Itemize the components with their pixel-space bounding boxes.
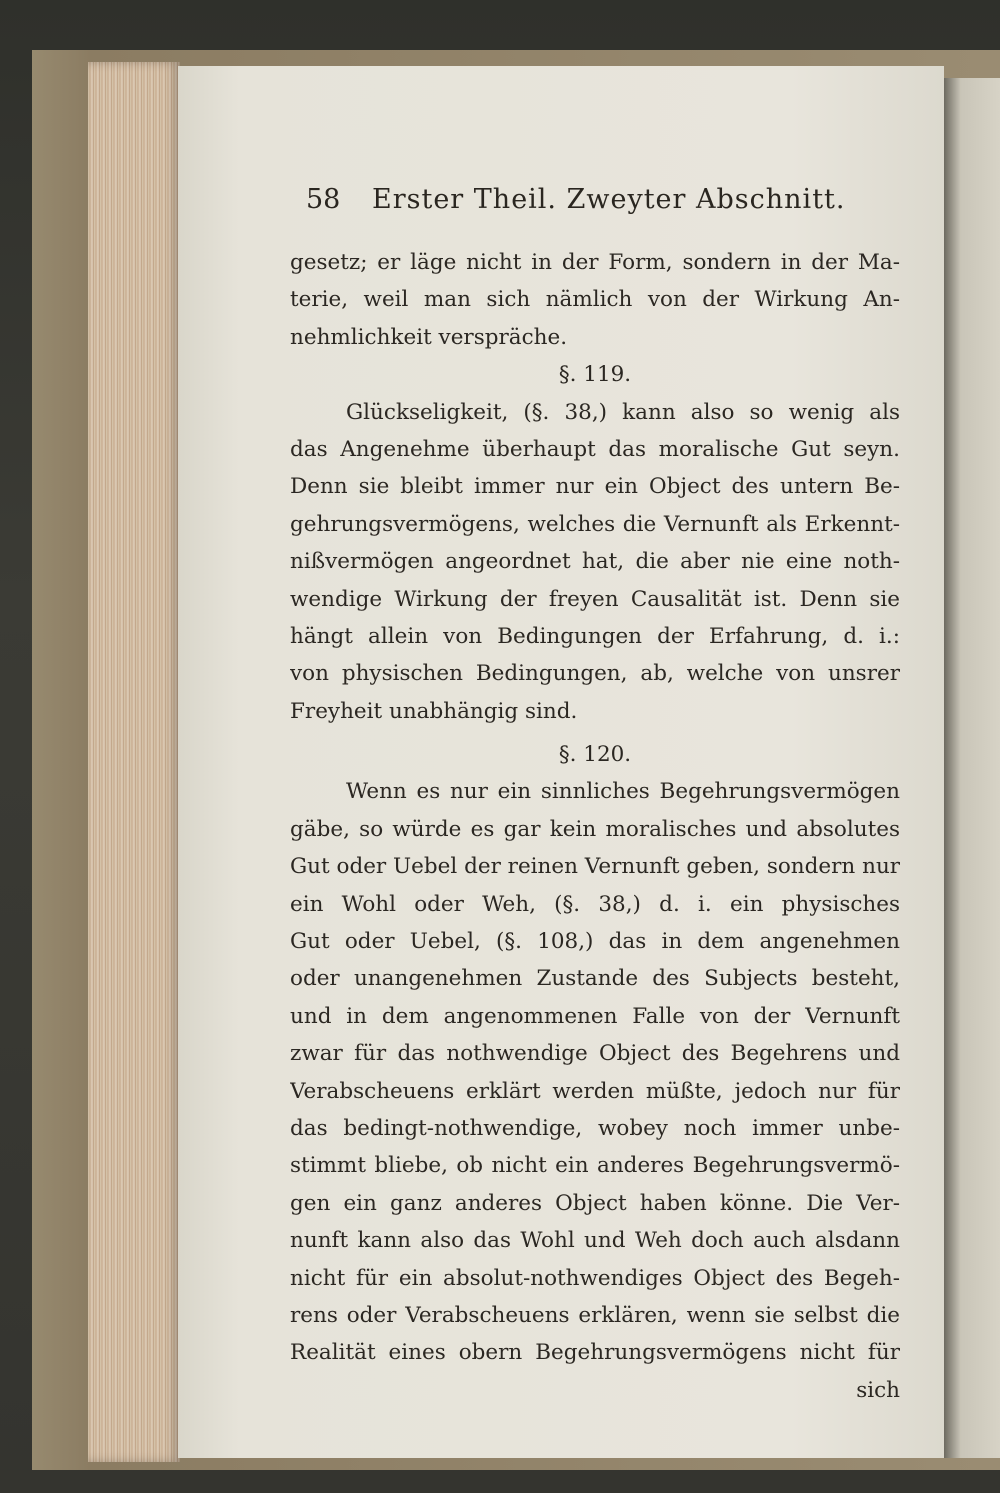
section-heading-119: §. 119. <box>558 362 632 388</box>
text-line: nehmlichkeit verspräche. <box>290 324 568 350</box>
text-line: oder unangenehmen Zustande des Subjects besteht, <box>290 966 900 992</box>
text-line: von physischen Bedingungen, ab, welche von unsrer <box>290 661 900 687</box>
text-line: gesetz; er läge nicht in der Form, sondern in der Ma- <box>290 250 900 275</box>
text-line: hängt allein von Bedingungen der Erfahrung, d. i.: <box>290 623 900 649</box>
catchword: sich <box>856 1377 900 1403</box>
text-line: gäbe, so würde es gar kein moralisches und absolutes <box>290 816 900 842</box>
running-title: Erster Theil. Zweyter Abschnitt. <box>372 184 846 215</box>
text-line: Gut oder Uebel, (§. 108,) das in dem angenehmen <box>290 929 900 955</box>
text-line: ein Wohl oder Weh, (§. 38,) d. i. ein physisches <box>290 891 900 917</box>
text-line: das Angenehme überhaupt das moralische Gut seyn. <box>290 436 900 462</box>
running-header <box>306 184 900 224</box>
text-line: nicht für ein absolut-nothwendiges Object des Begeh- <box>290 1265 900 1291</box>
text-line: terie, weil man sich nämlich von der Wirkung An- <box>290 287 900 313</box>
text-line: Verabscheuens erklärt werden müßte, jedoch nur für <box>290 1078 900 1104</box>
text-line: Glückseligkeit, (§. 38,) kann also so wenig als <box>346 399 900 425</box>
page-edges <box>88 62 180 1462</box>
text-line: Realität eines obern Begehrungsvermögens nicht für <box>290 1340 900 1366</box>
text-line: nißvermögen angeordnet hat, die aber nie eine noth- <box>290 549 900 575</box>
page-number: 58 <box>306 184 341 215</box>
text-line: und in dem angenommenen Falle von der Vernunft <box>290 1003 900 1029</box>
facing-page-edge <box>944 78 1000 1458</box>
text-line: zwar für das nothwendige Object des Begehrens und <box>290 1041 900 1067</box>
text-line: Denn sie bleibt immer nur ein Object des untern Be- <box>290 474 900 500</box>
body-text <box>290 244 900 1409</box>
text-line: rens oder Verabscheuens erklären, wenn sie selbst die <box>290 1302 900 1328</box>
text-line: Wenn es nur ein sinnliches Begehrungsvermögen <box>346 779 900 805</box>
text-line: Freyheit unabhängig sind. <box>290 698 578 724</box>
text-line: Gut oder Uebel der reinen Vernunft geben, sondern nur <box>290 854 900 880</box>
text-line: stimmt bliebe, ob nicht ein anderes Begehrungsvermö- <box>290 1153 900 1179</box>
text-line: gen ein ganz anderes Object haben könne. Die Ver- <box>290 1190 900 1216</box>
text-line: das bedingt-nothwendige, wobey noch immer unbe- <box>290 1115 900 1141</box>
text-line: wendige Wirkung der freyen Causalität ist. Denn sie <box>290 586 900 612</box>
section-heading-120: §. 120. <box>558 742 632 768</box>
text-line: gehrungsvermögens, welches die Vernunft als Erkennt- <box>290 511 900 537</box>
text-line: nunft kann also das Wohl und Weh doch auch alsdann <box>290 1228 900 1254</box>
